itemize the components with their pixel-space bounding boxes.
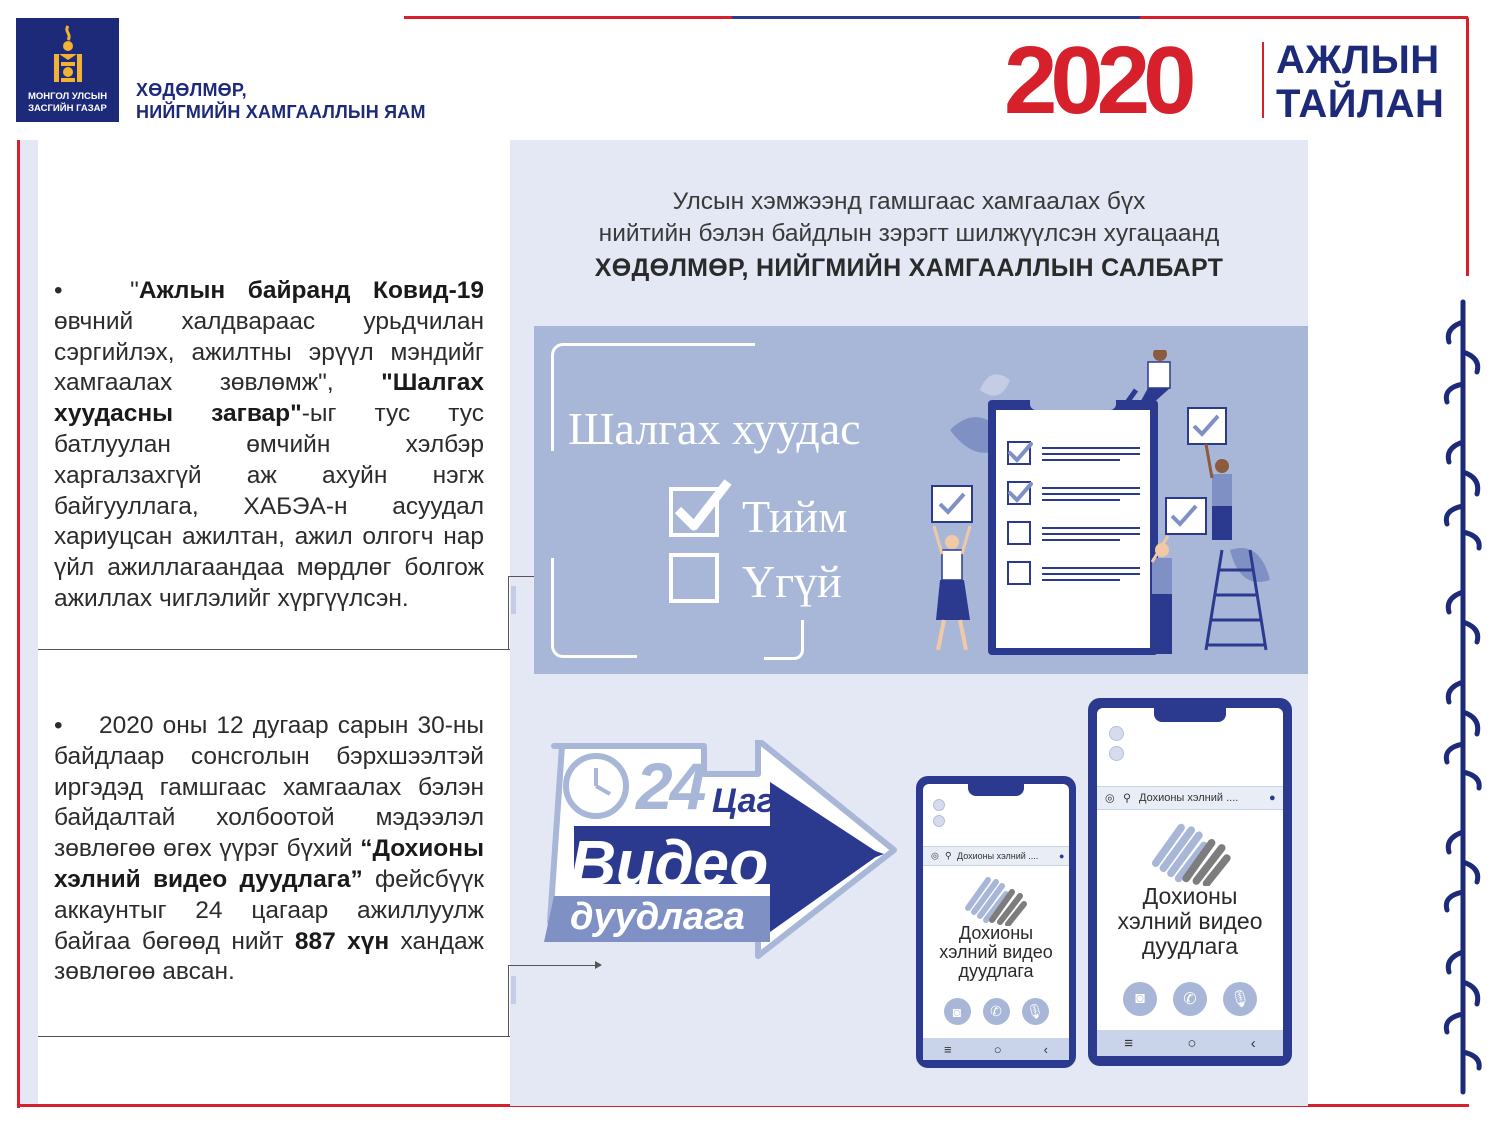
emblem-caption-2: ЗАСГИЙН ГАЗАР (28, 103, 107, 114)
divider-1 (38, 649, 510, 650)
phone-title-line1: Дохионы (958, 923, 1034, 943)
home-nav-icon[interactable]: ○ (1187, 1034, 1197, 1052)
divider-2 (38, 1036, 510, 1037)
menu-dot-icon (1109, 746, 1124, 761)
paragraph-covid-guidance: • "Ажлын байранд Ковид-19 өвчний халдвараас урьдчилан сэргийлэх, ажилтны эрүүл мэндийг хамгаалах зөвлөмж", "Шалгах хуудасны загвар"-ыг тус тус батлуулан өмчийн хэлбэр харгалзахгүй аж ахуйн нэгж байгууллага, ХАБЭА-н асуудал хариуцсан ажилтан, ажил олгогч нар үйл ажиллагаандаа мөрдлөг болгож ажиллах чиглэлийг хүргүүлсэн. (54, 277, 484, 612)
phone-mockup-small (916, 776, 1076, 1068)
promo-hours-unit: Цаг (712, 782, 775, 820)
phone-call-button[interactable]: ✆ (983, 998, 1010, 1025)
arrow-2 (509, 965, 597, 966)
search-icon: ⚲ (1123, 792, 1132, 805)
checklist-frame-corner (764, 620, 804, 660)
frame-top-accent (732, 16, 1140, 19)
menu-nav-icon[interactable]: ≡ (1124, 1034, 1133, 1052)
home-nav-icon[interactable]: ○ (993, 1041, 1002, 1057)
back-nav-icon[interactable]: ‹ (1043, 1041, 1048, 1057)
tick-1 (511, 586, 516, 614)
phone-title-line3: дуудлага (958, 961, 1034, 981)
checklist-title: Шалгах хуудас (568, 403, 861, 454)
phone-title-line2: хэлний видео (1117, 908, 1263, 934)
search-text: Дохионы хэлний .... (957, 851, 1039, 861)
person-figure (934, 526, 970, 650)
microphone-button[interactable]: 🎙 (1022, 998, 1049, 1025)
ministry-name-line1: ХӨДӨЛМӨР, (136, 80, 247, 100)
promo-hours-number: 24 (636, 749, 704, 823)
camera-icon: ◎ (931, 850, 939, 861)
phone-nav-bar (923, 1038, 1069, 1060)
person-figure (1206, 444, 1232, 540)
clipboard-clip (1030, 388, 1116, 410)
phone-mockup-large (1088, 698, 1292, 1066)
back-nav-icon[interactable]: ‹ (1250, 1034, 1256, 1052)
left-strip (20, 140, 38, 1104)
connector-1 (508, 576, 509, 650)
camera-icon: ◎ (1105, 792, 1115, 805)
call-buttons (923, 998, 1069, 1025)
menu-dot-icon (933, 815, 945, 827)
search-bar[interactable] (1097, 786, 1283, 810)
promo-video-label: Видео (570, 827, 768, 899)
mongolian-script-vertical (1432, 292, 1494, 1108)
ministry-name-line2: НИЙГМИЙН ХАМГААЛЛЫН ЯАМ (136, 102, 426, 122)
soyombo-icon (49, 24, 87, 86)
intro-heading: ХӨДӨЛМӨР, НИЙГМИЙН ХАМГААЛЛЫН САЛБАРТ (594, 254, 1224, 282)
camera-button[interactable]: ◙ (1123, 982, 1157, 1016)
check-card-icon (1166, 498, 1206, 534)
paragraph-sign-language-call: • 2020 оны 12 дугаар сарын 30-ны байдлаар сонсголын бэрхшээлтэй иргэдэд гамшгаас хамгаалах бэлэн байдалтай холбоотой мэдээлэл зөвлөгөө өгөх үүрэг бүхий “Дохионы хэлний видео дуудлага” фейсбүүк аккаунтыг 24 цагаар ажиллуулж байгаа бөгөөд нийт 887 хүн хандаж зөвлөгөө авсан. (54, 712, 484, 986)
intro-line-2: нийтийн бэлэн байдлын зэрэгт шилжүүлсэн хугацаанд (598, 220, 1220, 247)
phone-notch (968, 784, 1024, 796)
menu-nav-icon[interactable]: ≡ (944, 1041, 952, 1057)
phone-title-line1: Дохионы (1142, 883, 1238, 909)
check-card-icon (932, 486, 972, 522)
frame-right-line (1466, 16, 1469, 276)
search-text: Дохионы хэлний .... (1139, 792, 1239, 804)
checklist-frame-corner (551, 558, 637, 658)
checklist-yes-label: Тийм (742, 491, 848, 542)
clipboard-illustration (930, 350, 1280, 670)
camera-button[interactable]: ◙ (944, 998, 971, 1025)
government-emblem (16, 18, 119, 122)
menu-dot-icon (1109, 726, 1124, 741)
tick-2 (511, 976, 516, 1004)
leaf-icon (980, 374, 1010, 395)
connector-2 (508, 965, 509, 1037)
call-buttons (1097, 982, 1283, 1016)
phone-title-line3: дуудлага (1142, 933, 1238, 959)
check-card-icon (1188, 408, 1226, 444)
messenger-icon: ● (1269, 792, 1276, 804)
checkbox-no (669, 553, 719, 603)
search-icon: ⚲ (945, 850, 952, 861)
arrow-2-head (595, 961, 602, 969)
hands-icon (962, 874, 1028, 926)
report-title-line1: АЖЛЫН (1276, 38, 1440, 82)
hands-icon (1148, 820, 1232, 886)
report-year: 2020 (1004, 27, 1190, 134)
messenger-icon: ● (1059, 851, 1065, 861)
phone-call-button[interactable]: ✆ (1173, 982, 1207, 1016)
person-figure (1126, 350, 1170, 406)
checklist-no-label: Үгүй (742, 556, 842, 607)
microphone-button[interactable]: 🎙 (1223, 982, 1257, 1016)
menu-dot-icon (933, 799, 945, 811)
phone-notch (1154, 708, 1226, 722)
promo-call-label: дуудлага (570, 896, 745, 938)
search-bar[interactable] (923, 846, 1069, 866)
header-divider (1262, 42, 1264, 118)
emblem-caption-1: МОНГОЛ УЛСЫН (27, 91, 108, 102)
report-title-line2: ТАЙЛАН (1276, 82, 1445, 126)
phone-nav-bar (1097, 1030, 1283, 1056)
clock-icon (566, 756, 626, 816)
phone-title-line2: хэлний видео (939, 942, 1053, 962)
checkmark-icon (672, 476, 732, 536)
intro-line-1: Улсын хэмжээнд гамшгаас хамгаалах бүх (672, 188, 1146, 215)
